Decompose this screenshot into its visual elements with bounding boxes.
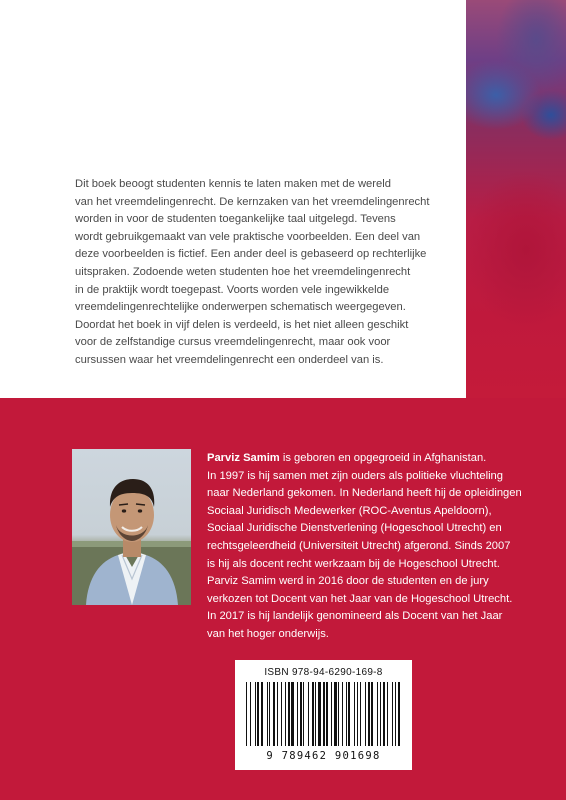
bio-line: is geboren en opgegroeid in Afghanistan.	[279, 452, 487, 464]
description-line: Dit boek beoogt studenten kennis te laten maken met de wereld	[75, 178, 391, 190]
description-line: cursussen waar het vreemdelingenrecht een onderdeel van is.	[75, 353, 384, 366]
bio-line: Sociaal Juridisch Medewerker (ROC-Aventus Apeldoorn),	[207, 504, 492, 517]
bio-line: In 1997 is hij samen met zijn ouders als politieke vluchteling	[207, 469, 504, 482]
author-portrait-illustration	[72, 449, 191, 605]
bio-line: rechtsgeleerdheid (Universiteit Utrecht) afgerond. Sinds 2007	[207, 539, 511, 552]
author-bio	[207, 450, 527, 644]
isbn-label: ISBN 978-94-6290-169-8	[264, 667, 383, 678]
barcode-digits: 9 789462 901698	[266, 750, 381, 762]
bio-line: Sociaal Juridische Dienstverlening (Hogeschool Utrecht) en	[207, 522, 502, 535]
description-line: uitspraken. Zodoende weten studenten hoe het vreemdelingenrecht	[75, 265, 411, 278]
barcode-icon	[244, 682, 403, 750]
description-panel	[0, 0, 466, 398]
author-name: Parviz Samim	[207, 452, 280, 464]
bio-line: In 2017 is hij landelijk genomineerd als Docent van het Jaar	[207, 610, 503, 623]
bio-line: naar Nederland gekomen. In Nederland heeft hij de opleidingen	[207, 487, 522, 500]
bio-line: is hij als docent recht werkzaam bij de Hogeschool Utrecht.	[207, 557, 500, 570]
bio-line: Parviz Samim werd in 2016 door de studenten en de jury	[207, 575, 489, 588]
description-line: in de praktijk wordt toegepast. Voorts worden vele ingewikkelde	[75, 283, 390, 296]
bio-first-line	[207, 450, 527, 468]
description-line: deze voorbeelden is fictief. Een ander deel is gebaseerd op rechterlijke	[75, 248, 427, 261]
description-line: wordt gebruikgemaakt van vele praktische voorbeelden. Een deel van	[75, 230, 421, 243]
description-line: worden in voor de studenten toegankelijke taal uitgelegd. Tevens	[75, 213, 396, 226]
description-line: vreemdelingenrechtelijke onderwerpen schematisch weergegeven.	[75, 301, 406, 314]
bio-line: verkozen tot Docent van het Jaar van de Hogeschool Utrecht.	[207, 592, 513, 605]
isbn-barcode-box	[235, 660, 412, 770]
cover-art-strip	[466, 0, 566, 398]
description-line: voor de zelfstandige cursus vreemdelingenrecht, maar ook voor	[75, 336, 391, 349]
author-photo	[72, 449, 191, 605]
book-description	[75, 176, 455, 370]
description-line: van het vreemdelingenrecht. De kernzaken van het vreemdelingenrecht	[75, 195, 430, 208]
description-line: Doordat het boek in vijf delen is verdeeld, is het niet alleen geschikt	[75, 318, 409, 331]
bio-line: van het hoger onderwijs.	[207, 627, 329, 640]
